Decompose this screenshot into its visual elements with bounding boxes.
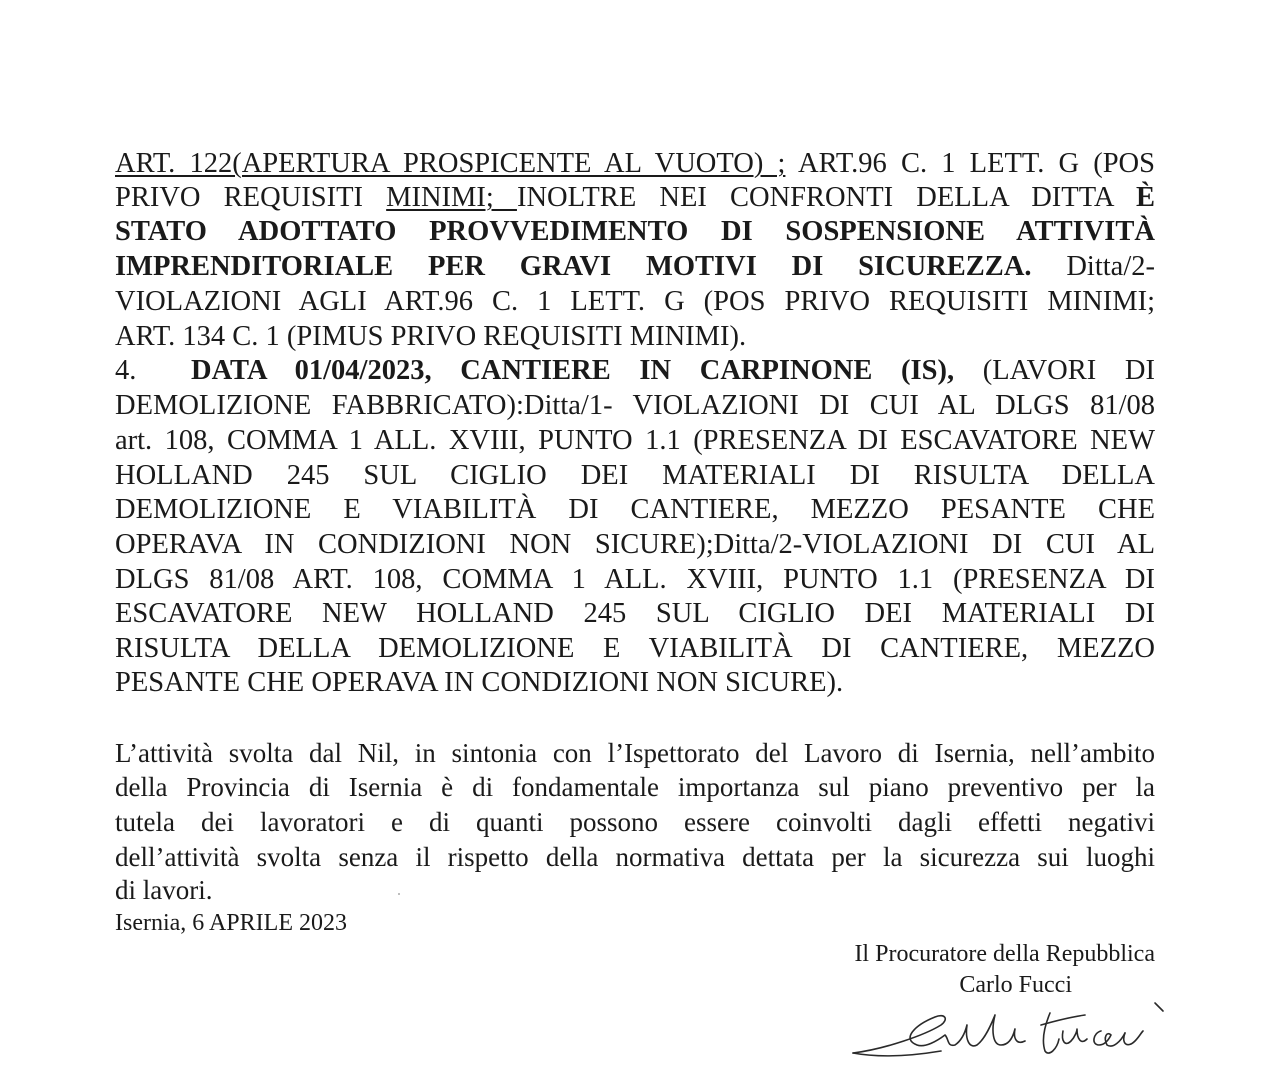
- scan-speck: [398, 893, 400, 895]
- body-line-5: VIOLAZIONI AGLI ART.96 C. 1 LETT. G (POS PRIVO REQUISITI MINIMI;: [115, 286, 1155, 317]
- bold-data-cantiere: DATA 01/04/2023, CANTIERE IN CARPINONE (IS),: [191, 355, 955, 386]
- body-line-3-bold: STATO ADOTTATO PROVVEDIMENTO DI SOSPENSIONE ATTIVITÀ: [115, 216, 1155, 247]
- body-line-8: DEMOLIZIONE FABBRICATO):Ditta/1- VIOLAZIONI DI CUI AL DLGS 81/08: [115, 390, 1155, 421]
- body-line-4-rest: Ditta/2-: [1031, 251, 1155, 282]
- body-line-11: DEMOLIZIONE E VIABILITÀ DI CANTIERE, MEZZO PESANTE CHE: [115, 494, 1155, 525]
- closing-line-5: di lavori.: [115, 875, 213, 905]
- closing-line-3: tutela dei lavoratori e di quanti possono essere coinvolti dagli effetti negativi: [115, 807, 1155, 837]
- signatory-title: Il Procuratore della Repubblica: [854, 941, 1155, 967]
- underlined-minimi: MINIMI;: [386, 182, 517, 213]
- closing-line-2: della Provincia di Isernia è di fondamentale importanza sul piano preventivo per la: [115, 772, 1155, 802]
- body-line-7-rest: (LAVORI DI: [954, 355, 1156, 386]
- body-line-2-mid: INOLTRE NEI CONFRONTI DELLA DITTA: [516, 182, 1136, 213]
- place-date: Isernia, 6 APRILE 2023: [115, 910, 347, 936]
- bold-e-accent: È: [1136, 182, 1156, 213]
- body-line-7: [115, 354, 1155, 388]
- body-line-16: PESANTE CHE OPERAVA IN CONDIZIONI NON SICURE).: [115, 667, 844, 698]
- closing-line-1: L’attività svolta dal Nil, in sintonia con l’Ispettorato del Lavoro di Isernia, nell’ambito: [115, 738, 1155, 768]
- bold-imprenditoriale: IMPRENDITORIALE PER GRAVI MOTIVI DI SICUREZZA.: [115, 251, 1032, 282]
- body-line-4: [115, 250, 1155, 284]
- underlined-article-122: ART. 122(APERTURA PROSPICENTE AL VUOTO) ;: [115, 148, 786, 179]
- body-line-9: art. 108, COMMA 1 ALL. XVIII, PUNTO 1.1 (PRESENZA DI ESCAVATORE NEW: [115, 425, 1155, 456]
- signatory-name: Carlo Fucci: [959, 972, 1072, 998]
- body-line-14: ESCAVATORE NEW HOLLAND 245 SUL CIGLIO DEI MATERIALI DI: [115, 598, 1155, 629]
- body-line-13: DLGS 81/08 ART. 108, COMMA 1 ALL. XVIII, PUNTO 1.1 (PRESENZA DI: [115, 564, 1155, 595]
- body-line-15: RISULTA DELLA DEMOLIZIONE E VIABILITÀ DI CANTIERE, MEZZO: [115, 633, 1155, 664]
- item-number: 4.: [115, 355, 137, 386]
- body-line-12: OPERAVA IN CONDIZIONI NON SICURE);Ditta/2-VIOLAZIONI DI CUI AL: [115, 529, 1155, 560]
- handwritten-signature: [845, 995, 1175, 1070]
- body-line-1-rest: ART.96 C. 1 LETT. G (POS: [785, 148, 1155, 179]
- body-line-2-start: PRIVO REQUISITI: [115, 182, 387, 213]
- closing-line-4: dell’attività svolta senza il rispetto della normativa dettata per la sicurezza sui luoghi: [115, 842, 1155, 872]
- body-line-2: [115, 181, 1155, 215]
- body-line-1: [115, 147, 1155, 181]
- body-line-10: HOLLAND 245 SUL CIGLIO DEI MATERIALI DI RISULTA DELLA: [115, 460, 1155, 491]
- body-line-6: ART. 134 C. 1 (PIMUS PRIVO REQUISITI MINIMI).: [115, 321, 747, 352]
